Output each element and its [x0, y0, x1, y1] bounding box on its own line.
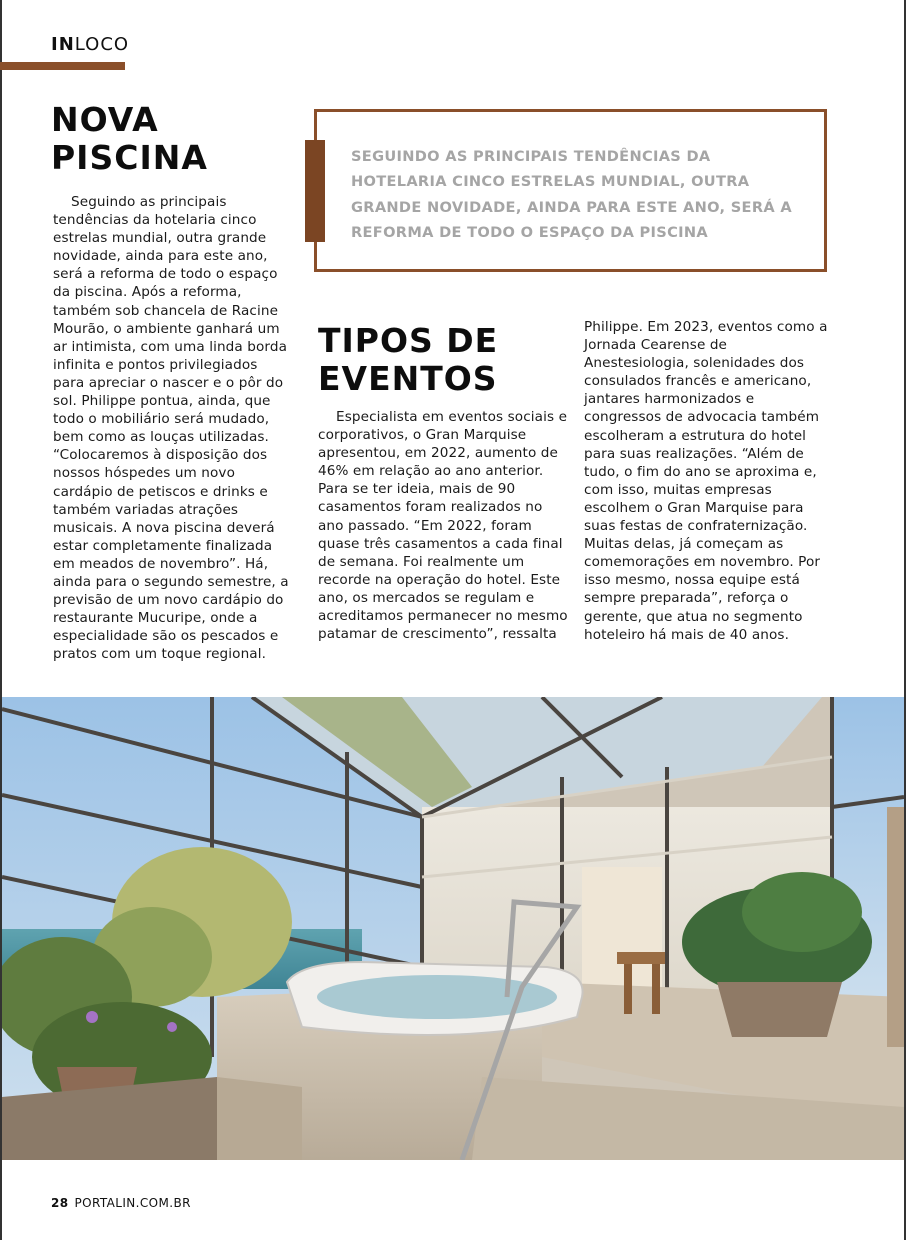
article-body-piscina [53, 193, 289, 663]
pullquote-text: SEGUINDO AS PRINCIPAIS TENDÊNCIAS DA HOTELARIA CINCO ESTRELAS MUNDIAL, OUTRA GRANDE NOVIDADE, AINDA PARA ESTE ANO, SERÁ A REFORMA DE TODO O ESPAÇO DA PISCINA [351, 148, 792, 241]
footer-site: PORTALIN.COM.BR [74, 1196, 191, 1210]
page-footer [51, 1196, 191, 1210]
article-title-nova-piscina [51, 101, 301, 177]
hot-tub-photo [2, 697, 904, 1160]
page-number: 28 [51, 1196, 69, 1210]
section-label-light: LOCO [74, 34, 130, 55]
title-line-1: NOVA [51, 100, 159, 139]
title-line-1: TIPOS DE [318, 321, 499, 360]
section-label-bold: IN [51, 34, 75, 55]
paragraph: Seguindo as principais tendências da hotelaria cinco estrelas mundial, outra grande novidade, ainda para este ano, será a reforma de todo o espaço da piscina. Após a reforma, também sob chancela de Racine Mourão, o ambiente ganhará um ar intimista, com uma linda borda infinita e pontos privilegiados para apreciar o nascer e o pôr do sol. Philippe pontua, ainda, que todo o mobiliário será mudado, bem como as louças utilizadas. “Colocaremos à disposição dos nossos hóspedes um novo cardápio de petiscos e drinks e também variadas atrações musicais. A nova piscina deverá estar completamente finalizada em meados de novembro”. Há, ainda para o segundo semestre, a previsão de um novo cardápio do restaurante Mucuripe, onde a especialidade são os pescados e pratos com um toque regional. [53, 194, 289, 663]
section-label [51, 34, 129, 55]
article-body-eventos-col-2 [584, 318, 830, 644]
article-title-tipos-de-eventos [318, 322, 568, 398]
article-body-eventos-col-1 [318, 408, 568, 643]
title-line-2: EVENTOS [318, 359, 498, 398]
pullquote-tab [305, 140, 325, 242]
paragraph: Especialista em eventos sociais e corporativos, o Gran Marquise apresentou, em 2022, aumento de 46% em relação ao ano anterior. Para se ter ideia, mais de 90 casamentos foram realizados no ano passado. “Em 2022, foram quase três casamentos a cada final de semana. Foi realmente um recorde na operação do hotel. Este ano, os mercados se regulam e acreditamos permanecer no mesmo patamar de crescimento”, ressalta [318, 409, 568, 643]
paragraph: Philippe. Em 2023, eventos como a Jornada Cearense de Anestesiologia, solenidades dos consulados francês e americano, jantares harmonizados e congressos de advocacia também escolheram a estrutura do hotel para suas realizações. “Além de tudo, o fim do ano se aproxima e, com isso, muitas empresas escolhem o Gran Marquise para suas festas de confraternização. Muitas delas, já começam as comemorações em novembro. Por isso mesmo, nossa equipe está sempre preparada”, reforça o gerente, que atua no segmento hoteleiro há mais de 40 anos. [584, 319, 828, 643]
photo-illustration [2, 697, 904, 1160]
title-line-2: PISCINA [51, 138, 208, 177]
section-accent-bar [0, 62, 125, 70]
